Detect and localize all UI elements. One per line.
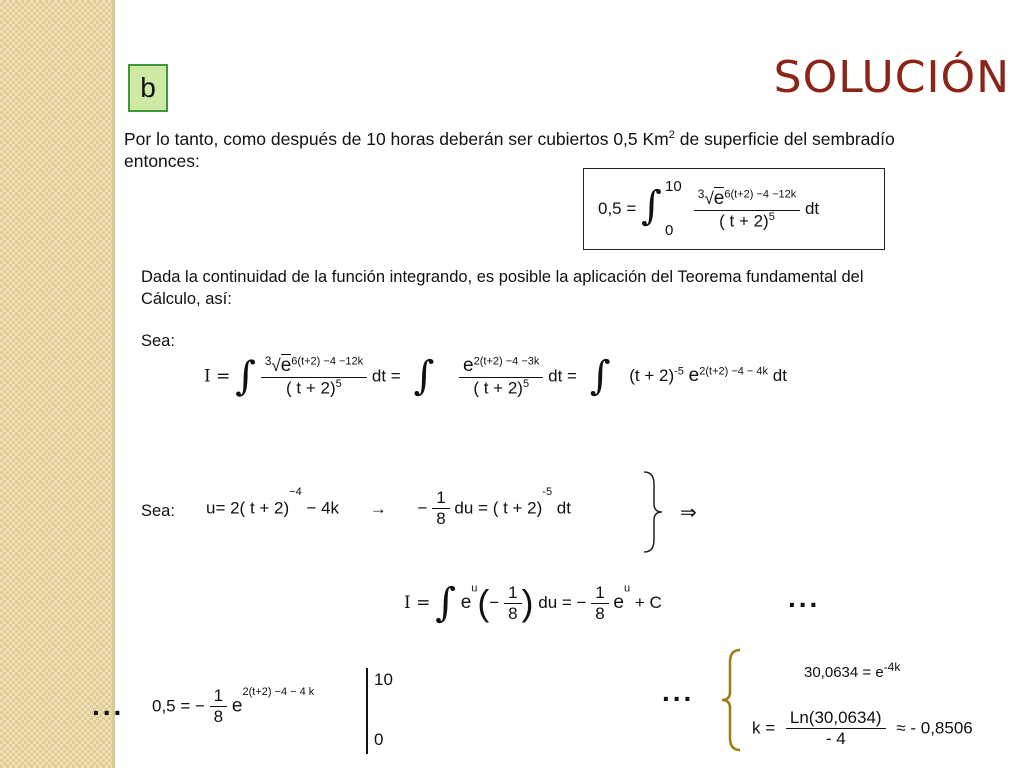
e-base: e xyxy=(231,695,243,717)
du-exponent: -5 xyxy=(542,486,553,498)
sea-label-1: Sea: xyxy=(141,332,175,350)
integral-sign: ∫ xyxy=(641,183,662,229)
result1-lhs: 30,0634 = e xyxy=(804,664,884,681)
plus-c: + C xyxy=(630,593,662,612)
dt-3: dt xyxy=(772,366,787,386)
f3-base-exp: -5 xyxy=(674,365,684,378)
decorative-side-panel xyxy=(0,0,112,768)
frac-numerator: 1 xyxy=(432,488,449,509)
k-numerator: Ln(30,0634) xyxy=(786,708,886,729)
f1-denominator: ( t + 2) xyxy=(286,378,336,398)
result-fraction xyxy=(591,583,608,624)
eval-lower-limit: 0 xyxy=(374,730,384,749)
frac-numerator: 1 xyxy=(504,583,521,604)
du-part: du = ( t + 2) xyxy=(454,498,543,518)
implies-icon: ⇒ xyxy=(680,502,697,524)
f3-base: (t + 2) xyxy=(629,366,675,386)
right-brace xyxy=(640,470,664,554)
f1-denominator-exp: 5 xyxy=(335,378,342,390)
boxed-denominator-exp: 5 xyxy=(768,210,775,223)
f2-numerator-exp: 2(t+2) −4 −3k xyxy=(473,354,540,367)
sea-label-2: Sea: xyxy=(141,502,175,520)
k-equals: k = xyxy=(752,718,776,738)
integral-sign: ∫ xyxy=(235,353,256,400)
k-approx: ≈ - 0,8506 xyxy=(896,718,973,738)
f1-numerator-exp: 6(t+2) −4 −12k xyxy=(291,355,364,368)
frac-numerator: 1 xyxy=(210,686,227,707)
evaluation-bar xyxy=(366,668,368,754)
evaluation-fraction xyxy=(210,686,227,727)
continuity-line2: Cálculo, así: xyxy=(141,290,232,308)
boxed-upper-limit: 10 xyxy=(665,178,682,195)
du-equals: du = − xyxy=(538,593,587,612)
k-fraction xyxy=(786,708,886,749)
e-exponent: u xyxy=(471,582,478,595)
eval-upper-limit: 10 xyxy=(374,670,393,689)
integral-sign: ∫ xyxy=(435,580,456,626)
f2-numerator: e xyxy=(463,354,474,376)
paren-minus: − xyxy=(489,593,500,612)
intro-line2: entonces: xyxy=(124,150,200,171)
f2-denominator-exp: 5 xyxy=(522,377,530,390)
frac-numerator: 1 xyxy=(591,583,608,604)
e-base: e xyxy=(460,592,472,613)
substitution-line xyxy=(206,486,571,529)
I-fraction-2 xyxy=(459,355,543,399)
boxed-lower-limit: 0 xyxy=(665,222,674,239)
f1-numerator: e xyxy=(280,355,292,376)
I-result-lhs: I = xyxy=(404,593,431,613)
I-term-3 xyxy=(629,366,787,385)
km-exponent: 2 xyxy=(668,129,675,141)
frac-denominator: 8 xyxy=(213,707,224,727)
boxed-numerator: e xyxy=(713,187,725,209)
continuity-text xyxy=(141,266,1011,310)
part-label-box: b xyxy=(128,64,168,112)
boxed-integral xyxy=(641,178,689,240)
one-eighth-fraction xyxy=(432,488,449,529)
root-index: 3 xyxy=(697,186,705,201)
boxed-lhs: 0,5 = xyxy=(598,199,637,218)
integral-sign: ∫ xyxy=(413,353,435,400)
result1-exponent: -4k xyxy=(883,660,901,674)
frac-denominator: 8 xyxy=(508,603,518,623)
dt-equals-1: dt = xyxy=(371,366,401,386)
u-tail: − 4k xyxy=(301,498,340,518)
boxed-denominator: ( t + 2) xyxy=(719,211,769,231)
ellipsis-2: ... xyxy=(92,690,125,721)
left-paren: ( xyxy=(477,582,490,623)
slide-title: SOLUCIÓN xyxy=(773,52,1010,103)
left-brace xyxy=(718,648,744,752)
dt-equals-2: dt = xyxy=(548,366,577,386)
e-base-2: e xyxy=(613,592,624,613)
root-index: 3 xyxy=(264,354,272,368)
intro-text xyxy=(124,124,1014,172)
I-lhs: I = xyxy=(204,366,231,387)
intro-line1: Por lo tanto, como después de 10 horas deberán ser cubiertos 0,5 Km xyxy=(124,128,669,149)
f3-e-exp: 2(t+2) −4 − 4k xyxy=(699,365,769,378)
paren-fraction xyxy=(504,583,521,624)
u-definition: u= 2( t + 2) xyxy=(206,498,290,518)
integral-result xyxy=(404,582,662,624)
k-denominator: - 4 xyxy=(825,729,846,748)
u-exponent: −4 xyxy=(289,486,302,498)
du-tail: dt xyxy=(552,498,571,518)
integral-sign: ∫ xyxy=(589,353,611,400)
result-2 xyxy=(752,708,973,749)
continuity-line1: Dada la continuidad de la función integrando, es posible la aplicación del Teorema fundamental del xyxy=(141,268,864,286)
ellipsis-3: ... xyxy=(662,676,695,707)
right-arrow-icon: → xyxy=(369,498,387,518)
evaluation-lhs: 0,5 = − xyxy=(152,696,205,716)
e-exponent-2: u xyxy=(624,582,631,595)
result-1 xyxy=(804,660,900,681)
e-exponent: 2(t+2) −4 − 4 k xyxy=(242,686,315,698)
right-paren: ) xyxy=(521,582,534,623)
intro-line1-tail: de superficie del sembradío xyxy=(674,128,895,149)
integral-definition xyxy=(204,354,787,399)
evaluation-line xyxy=(152,686,314,727)
f3-e: e xyxy=(688,365,700,387)
frac-denominator: 8 xyxy=(595,603,605,623)
boxed-numerator-exp: 6(t+2) −4 −12k xyxy=(724,188,797,201)
f2-denominator: ( t + 2) xyxy=(473,378,523,398)
minus-sign: − xyxy=(417,498,428,518)
ellipsis-1: ... xyxy=(788,582,821,613)
boxed-dt: dt xyxy=(804,199,820,218)
I-fraction-1: $\frac{^3√e^{6(t+2) -4 -12k}}{( t + 2)^5}$ xyxy=(261,354,367,399)
boxed-equation-content xyxy=(598,178,819,240)
boxed-fraction: $\frac{^3√e^{6(t+2) -4 -12k}}{( t + 2)^5}$ xyxy=(694,187,800,232)
side-divider xyxy=(112,0,115,768)
frac-denominator: 8 xyxy=(436,509,446,529)
